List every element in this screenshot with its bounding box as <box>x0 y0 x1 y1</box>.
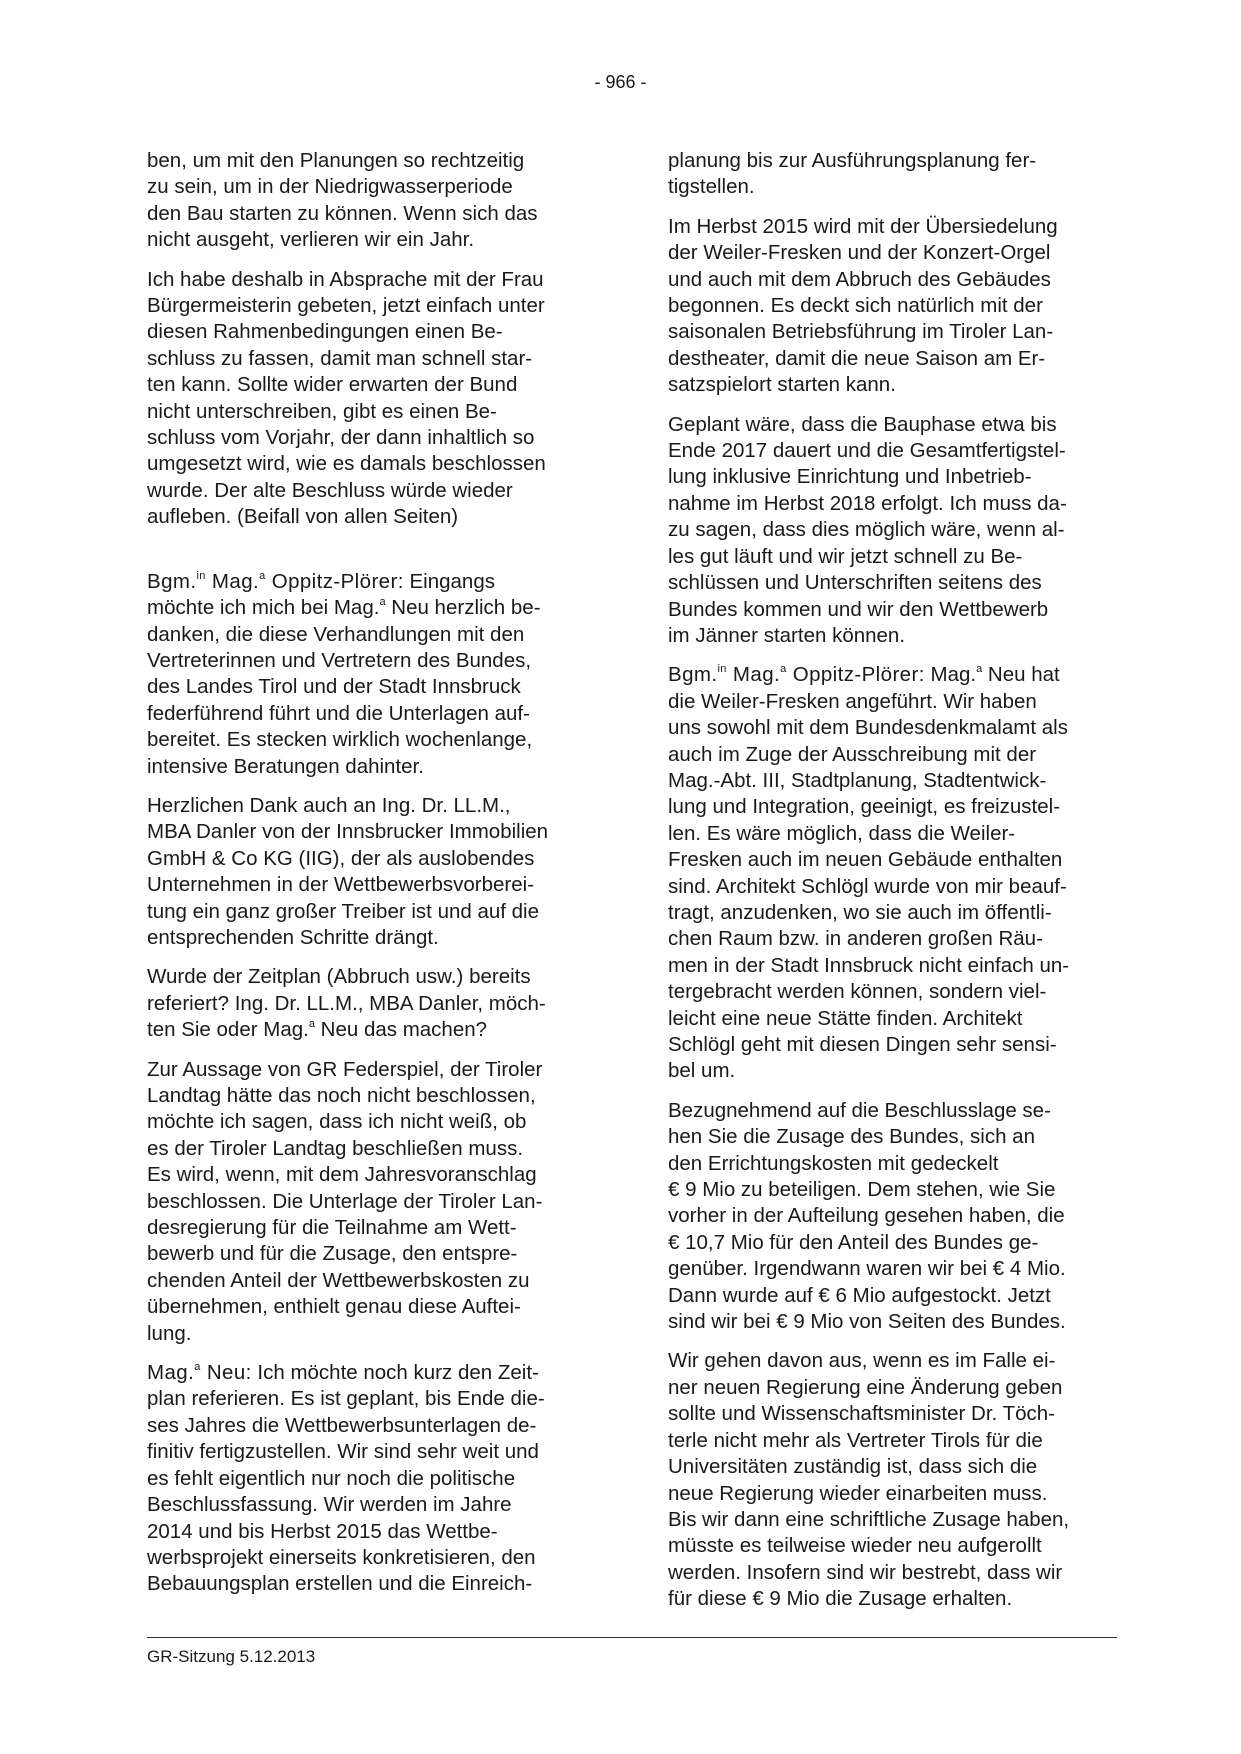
paragraph: ben, um mit den Planungen so rechtzeitig zu sein, um in der Niedrigwasserperiode den Bau starten zu können. Wenn sich das nicht ausgeht, verlieren wir ein Jahr. <box>147 149 538 252</box>
footer-session-date: GR-Sitzung 5.12.2013 <box>147 1647 316 1666</box>
speaker-name: Bgm.$^{in}$ Mag.$^a$ Oppitz-Plörer: <box>668 663 925 687</box>
paragraph: Wir gehen davon aus, wenn es im Falle ei- ner neuen Regierung eine Änderung geben sollte und Wissenschaftsminister Dr. Töch- terle nicht mehr als Vertreter Tirols für die Universitäten zuständig ist, dass sich die neue Regierung wieder einarbeiten muss. Bis wir dann eine schriftliche Zusage haben, müsste es teilweise wieder neu aufgerollt werden. Insofern sind wir bestrebt, dass wir für diese € 9 Mio die Zusage erhalten. <box>668 1349 1070 1611</box>
paragraph: planung bis zur Ausführungsplanung fer- tigstellen. <box>668 149 1037 199</box>
paragraph: Herzlichen Dank auch an Ing. Dr. LL.M., MBA Danler von der Innsbrucker Immobilien GmbH & Co KG (IIG), der als auslobendes Unternehmen in der Wettbewerbsvorberei- tung ein ganz großer Treiber ist und auf die entsprechenden Schritte drängt. <box>147 793 549 949</box>
paragraph: Bezugnehmend auf die Beschlusslage se- hen Sie die Zusage des Bundes, sich an den Errichtungskosten mit gedeckelt € 9 Mio zu beteiligen. Dem stehen, wie Sie vorher in der Aufteilung gesehen haben, die € 10,7 Mio für den Anteil des Bundes ge- genüber. Irgendwann waren wir bei € 4 Mio. Dann wurde auf € 6 Mio aufgestockt. Jetzt sind wir bei € 9 Mio von Seiten des Bundes. <box>668 1098 1066 1334</box>
paragraph: Ich habe deshalb in Absprache mit der Frau Bürgermeisterin gebeten, jetzt einfach unter diesen Rahmenbedingungen einen Be- schluss zu fassen, damit man schnell star- ten kann. Sollte wider erwarten der Bund nicht unterschreiben, gibt es einen Be- schluss vom Vorjahr, der dann inhaltlich so umgesetzt wird, wie es damals beschlossen wurde. Der alte Beschluss würde wieder aufleben. (Beifall von allen Seiten) <box>147 267 546 529</box>
speaker-paragraph: Bgm.$^{in}$ Mag.$^a$ Oppitz-Plörer: Eingangs möchte ich mich bei Mag.$^a$ Neu herzlich be- danken, die diese Verhandlungen mit den Vertreterinnen und Vertretern des Bundes, des Landes Tirol und der Stadt Innsbruck federführend führt und die Unterlagen auf- bereitet. Es stecken wirklich wochenlange, intensive Beratungen dahinter. <box>147 569 541 778</box>
footer-divider <box>147 1637 1117 1638</box>
right-column <box>668 148 1118 1626</box>
speaker-name: Mag.$^a$ Neu: <box>147 1361 252 1385</box>
speaker-name: Bgm.$^{in}$ Mag.$^a$ Oppitz-Plörer: <box>147 569 404 593</box>
paragraph: Im Herbst 2015 wird mit der Übersiedelung der Weiler-Fresken und der Konzert-Orgel und auch mit dem Abbruch des Gebäudes begonnen. Es deckt sich natürlich mit der saisonalen Betriebsführung im Tiroler Lan- destheater, damit die neue Saison am Er- satzspielort starten kann. <box>668 214 1058 397</box>
left-column <box>147 148 597 1611</box>
speaker-paragraph: Bgm.$^{in}$ Mag.$^a$ Oppitz-Plörer: Mag.$^a$ Neu hat die Weiler-Fresken angeführt. Wir haben uns sowohl mit dem Bundesdenkmalamt als auch im Zuge der Ausschreibung mit der Mag.-Abt. III, Stadtplanung, Stadtentwick- lung und Integration, geeinigt, es freizustel- len. Es wäre möglich, dass die Weiler- Fresken auch im neuen Gebäude enthalten sind. Architekt Schlögl wurde von mir beauf- tragt, anzudenken, wo sie auch im öffentli- chen Raum bzw. in anderen großen Räu- men in der Stadt Innsbruck nicht einfach un- tergebracht werden können, sondern viel- leicht eine neue Stätte finden. Architekt Schlögl geht mit diesen Dingen sehr sensi- bel um. <box>668 663 1070 1083</box>
paragraph: Zur Aussage von GR Federspiel, der Tiroler Landtag hätte das noch nicht beschlossen, möchte ich sagen, dass ich nicht weiß, ob es der Tiroler Landtag beschließen muss. Es wird, wenn, mit dem Jahresvoranschlag beschlossen. Die Unterlage der Tiroler Lan- desregierung für die Teilnahme am Wett- bewerb und für die Zusage, den entspre- chenden Anteil der Wettbewerbskosten zu übernehmen, enthielt genau diese Auftei- lung. <box>147 1057 543 1345</box>
paragraph: Wurde der Zeitplan (Abbruch usw.) bereits referiert? Ing. Dr. LL.M., MBA Danler, möch- ten Sie oder Mag.$^a$ Neu das machen? <box>147 965 546 1042</box>
page-number: - 966 - <box>594 72 647 92</box>
paragraph: Geplant wäre, dass die Bauphase etwa bis Ende 2017 dauert und die Gesamtfertigstel- lung inklusive Einrichtung und Inbetrieb- nahme im Herbst 2018 erfolgt. Ich muss da- zu sagen, dass dies möglich wäre, wenn al- les gut läuft und wir jetzt schnell zu Be- schlüssen und Unterschriften seitens des Bundes kommen und wir den Wettbewerb im Jänner starten können. <box>668 412 1067 647</box>
speaker-paragraph: Mag.$^a$ Neu: Ich möchte noch kurz den Zeit- plan referieren. Es ist geplant, bis Ende die- ses Jahres die Wettbewerbsunterlagen de- finitiv fertigzustellen. Wir sind sehr weit und es fehlt eigentlich nur noch die politische Beschlussfassung. Wir werden im Jahre 2014 und bis Herbst 2015 das Wettbe- werbsprojekt einerseits konkretisieren, den Bebauungsplan erstellen und die Einreich- <box>147 1361 545 1596</box>
